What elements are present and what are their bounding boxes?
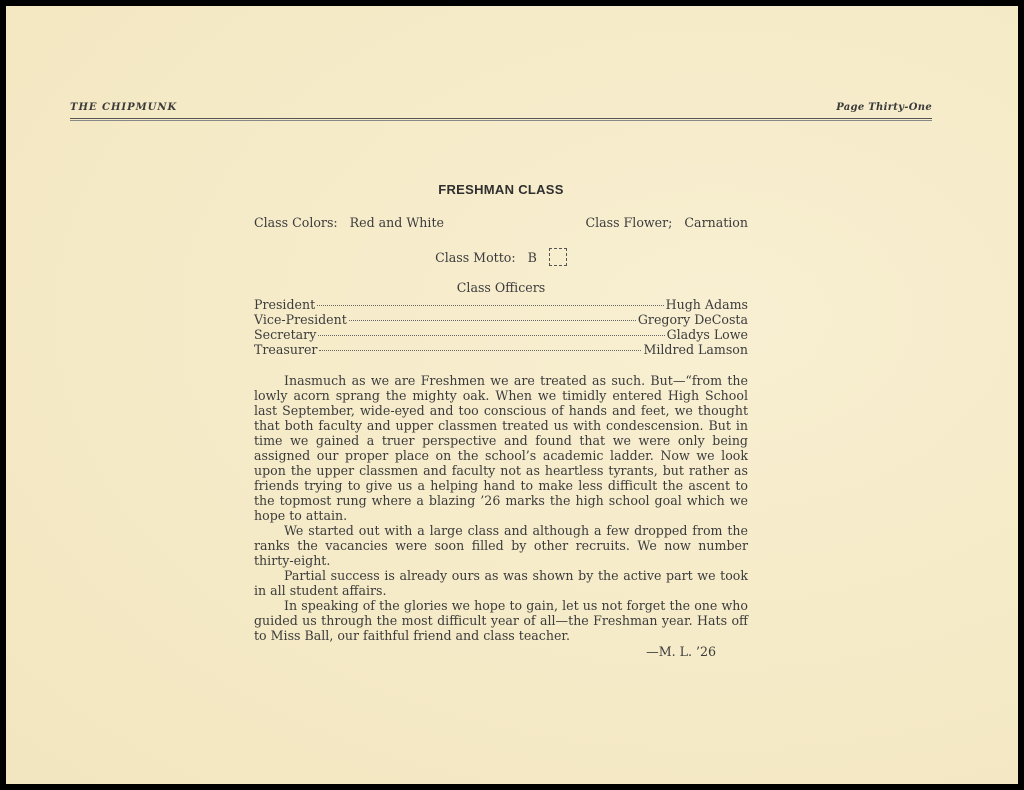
officer-role: Treasurer (254, 342, 318, 357)
officer-name: Gladys Lowe (666, 327, 748, 342)
author-signature: —M. L. ’26 (646, 644, 716, 659)
article-title: FRESHMAN CLASS (438, 182, 564, 197)
officer-row-treasurer (254, 342, 748, 357)
class-motto (254, 248, 748, 266)
officer-name: Mildred Lamson (643, 342, 748, 357)
header-rule (70, 118, 932, 121)
article-body (254, 373, 748, 643)
officer-role: President (254, 297, 316, 312)
leader-dots (319, 350, 641, 351)
class-colors-flower-row (254, 215, 748, 230)
class-flower-value: Carnation (684, 215, 748, 230)
page-number-label: Page Thirty-One (836, 102, 932, 113)
yearbook-page (6, 6, 1018, 784)
officer-role: Secretary (254, 327, 317, 342)
running-head (70, 100, 932, 118)
paragraph: We started out with a large class and although a few dropped from the ranks the vacancies were soon filled by other recruits. We now number thirty-eight. (254, 523, 748, 568)
class-motto-label: Class Motto: (435, 250, 516, 265)
officer-name: Hugh Adams (665, 297, 748, 312)
paragraph: In speaking of the glories we hope to gain, let us not forget the one who guided us through the most difficult year of all—the Freshman year. Hats off to Miss Ball, our faithful friend and class teacher. (254, 598, 748, 643)
class-motto-value: B (527, 250, 537, 265)
class-colors-value: Red and White (349, 215, 444, 230)
officer-name: Gregory DeCosta (637, 312, 748, 327)
paragraph: Partial success is already ours as was shown by the active part we took in all student affairs. (254, 568, 748, 598)
motto-box-icon (549, 248, 567, 266)
officer-role: Vice-President (254, 312, 347, 327)
leader-dots (317, 305, 664, 306)
class-colors-label: Class Colors: (254, 215, 338, 230)
leader-dots (349, 320, 636, 321)
officer-row-vice-president (254, 312, 748, 327)
class-flower-label: Class Flower; (585, 215, 673, 230)
class-colors (254, 215, 444, 230)
officers-list (254, 297, 748, 357)
publication-title: THE CHIPMUNK (70, 102, 178, 113)
leader-dots (318, 335, 664, 336)
officers-heading: Class Officers (456, 280, 546, 295)
article (254, 182, 748, 659)
paragraph: Inasmuch as we are Freshmen we are treated as such. But—“from the lowly acorn sprang the mighty oak. When we timidly entered High School last September, wide-eyed and too conscious of hands and feet, we thought that both faculty and upper classmen treated us with condescension. But in time we gained a truer perspective and found that we were only being assigned our proper place on the school’s academic ladder. Now we look upon the upper classmen and faculty not as heartless tyrants, but rather as friends trying to give us a helping hand to make less difficult the ascent to the topmost rung where a blazing ’26 marks the high school goal which we hope to attain. (254, 373, 748, 523)
class-flower (585, 215, 748, 230)
officer-row-president (254, 297, 748, 312)
officer-row-secretary (254, 327, 748, 342)
